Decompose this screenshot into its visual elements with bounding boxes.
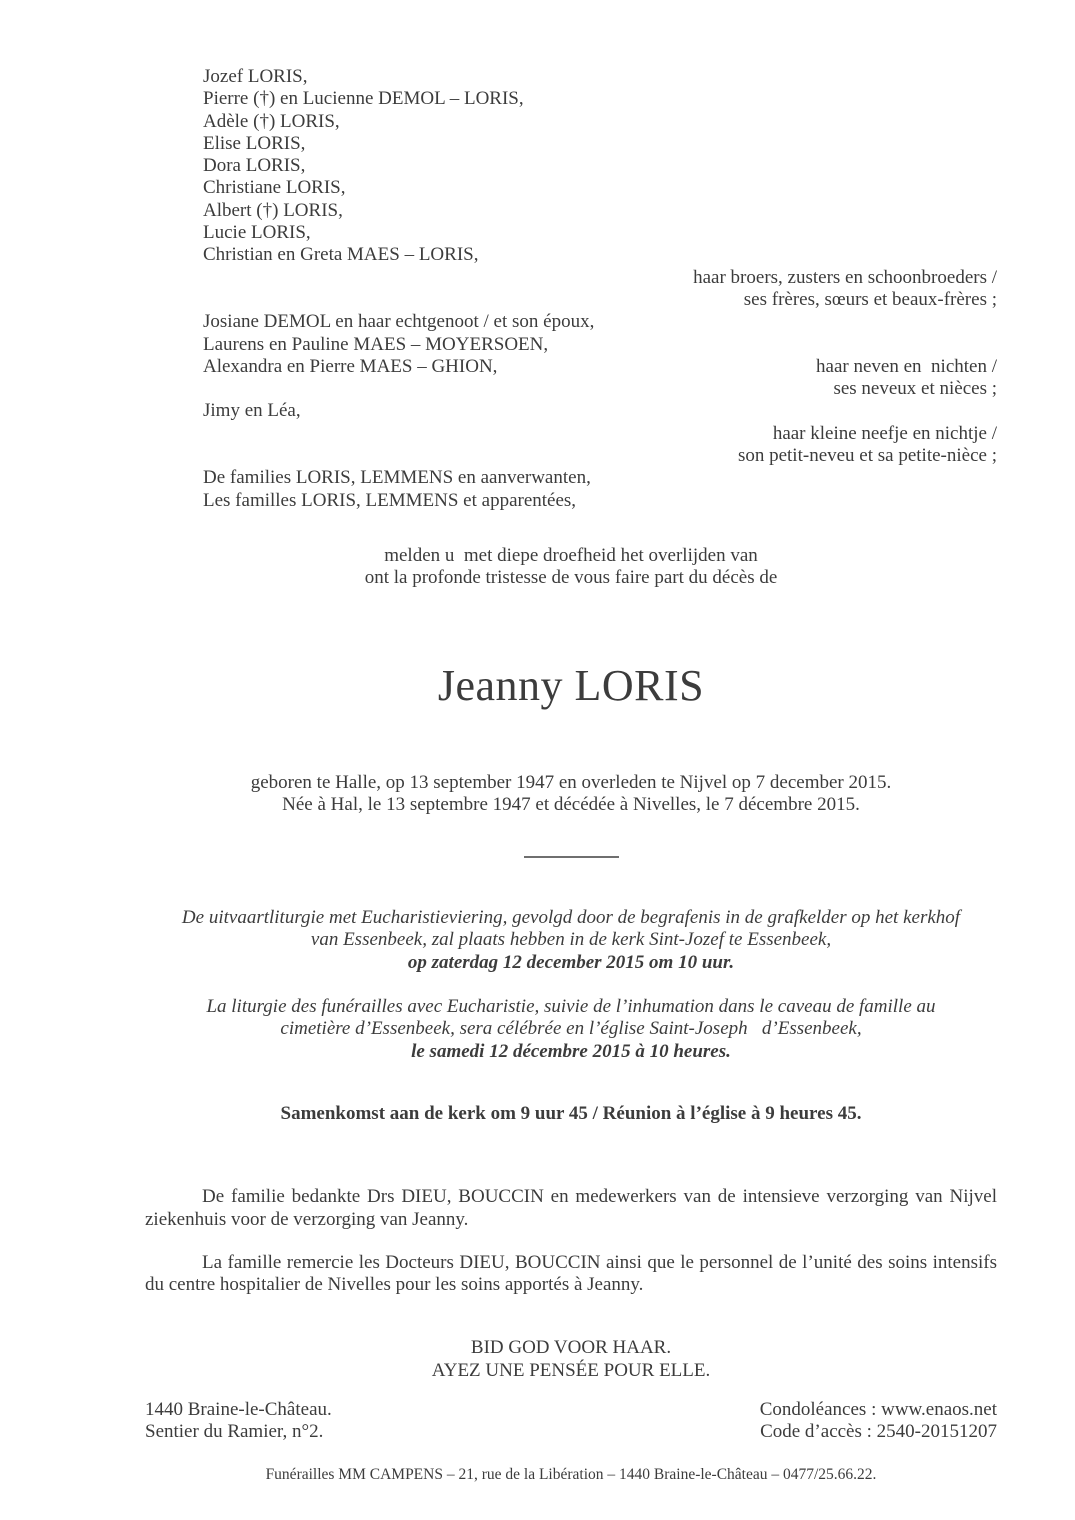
footer-info xyxy=(145,1399,997,1444)
family-line xyxy=(203,133,997,155)
relation-label: ses neveux et nièces ; xyxy=(833,378,997,400)
announcement-line-nl: melden u met diepe droefheid het overlijden van xyxy=(384,544,758,566)
section-divider xyxy=(145,842,997,864)
family-member-name: Jimy en Léa, xyxy=(203,400,301,422)
family-member-name: Christiane LORIS, xyxy=(203,177,346,199)
family-line xyxy=(203,66,997,88)
access-code: Code d’accès : 2540-20151207 xyxy=(760,1421,997,1443)
service-nl-datetime: op zaterdag 12 december 2015 om 10 uur. xyxy=(407,951,735,973)
prayer-block xyxy=(145,1337,997,1382)
family-line xyxy=(203,490,997,512)
family-member-name: Lucie LORIS, xyxy=(203,222,311,244)
relation-label: ses frères, sœurs et beaux-frères ; xyxy=(743,288,997,310)
prayer-line-nl: BID GOD VOOR HAAR. xyxy=(470,1337,672,1359)
footer-address xyxy=(145,1399,332,1444)
family-line xyxy=(203,423,997,445)
footer-address-line1: 1440 Braine-le-Château. xyxy=(145,1398,332,1420)
family-member-name: Laurens en Pauline MAES – MOYERSOEN, xyxy=(203,333,549,355)
family-line xyxy=(203,200,997,222)
footer-address-line2: Sentier du Ramier, n°2. xyxy=(145,1421,324,1443)
deceased-name: Jeanny LORIS xyxy=(437,660,705,710)
family-line xyxy=(203,334,997,356)
meeting-line: Samenkomst aan de kerk om 9 uur 45 / Réunion à l’église à 9 heures 45. xyxy=(280,1102,862,1124)
family-line xyxy=(203,311,997,333)
footer-condolences xyxy=(760,1399,997,1444)
family-line xyxy=(203,155,997,177)
family-member-name: Jozef LORIS, xyxy=(203,66,308,87)
life-dates-nl: geboren te Halle, op 13 september 1947 en overleden te Nijvel op 7 december 2015. xyxy=(250,771,892,793)
family-member-name: Elise LORIS, xyxy=(203,132,306,154)
service-fr-datetime: le samedi 12 décembre 2015 à 10 heures. xyxy=(411,1040,731,1062)
family-member-name: Pierre (†) en Lucienne DEMOL – LORIS, xyxy=(203,88,524,110)
service-nl-line1: De uitvaartliturgie met Eucharistieviering, gevolgd door de begrafenis in de grafkelder op het kerkhof xyxy=(181,907,961,929)
deceased-name-block xyxy=(145,661,997,711)
family-member-name: Les familles LORIS, LEMMENS et apparentées, xyxy=(203,489,577,511)
family-line xyxy=(203,244,997,266)
announcement xyxy=(145,545,997,590)
relation-label: son petit-neveu et sa petite-nièce ; xyxy=(737,445,997,467)
announcement-line-fr: ont la profonde tristesse de vous faire part du décès de xyxy=(364,567,778,589)
family-member-name: Christian en Greta MAES – LORIS, xyxy=(203,244,479,266)
divider-rule xyxy=(524,844,619,858)
family-member-name: Adèle (†) LORIS, xyxy=(203,110,340,132)
family-line xyxy=(203,222,997,244)
family-line xyxy=(203,467,997,489)
family-line xyxy=(203,88,997,110)
family-member-name: Josiane DEMOL en haar echtgenoot / et son époux, xyxy=(203,311,595,333)
condolences-site: Condoléances : www.enaos.net xyxy=(759,1398,997,1420)
prayer-line-fr: AYEZ UNE PENSÉE POUR ELLE. xyxy=(431,1359,711,1381)
service-fr-line1: La liturgie des funérailles avec Eucharistie, suivie de l’inhumation dans le caveau de famille au xyxy=(206,996,936,1018)
life-dates-fr: Née à Hal, le 13 septembre 1947 et décédée à Nivelles, le 7 décembre 2015. xyxy=(282,793,860,815)
thanks-paragraph-fr: La famille remercie les Docteurs DIEU, BOUCCIN ainsi que le personnel de l’unité des soins intensifs du centre hospitalier de Nivelles pour les soins apportés à Jeanny. xyxy=(145,1251,997,1296)
relation-label: haar broers, zusters en schoonbroeders / xyxy=(693,266,997,288)
service-info-nl xyxy=(145,907,997,974)
service-info-fr xyxy=(145,996,997,1063)
thanks-paragraph-nl: De familie bedankte Drs DIEU, BOUCCIN en medewerkers van de intensieve verzorging van Nijvel ziekenhuis voor de verzorging van Jeanny. xyxy=(145,1186,997,1230)
relation-label: haar neven en nichten / xyxy=(816,355,997,377)
family-line xyxy=(203,111,997,133)
funeral-home-line: Funérailles MM CAMPENS – 21, rue de la Libération – 1440 Braine-le-Château – 0477/25.66.22. xyxy=(265,1465,877,1483)
life-dates xyxy=(145,772,997,817)
family-member-name: Albert (†) LORIS, xyxy=(203,199,343,221)
family-line xyxy=(203,378,997,400)
family-list xyxy=(203,66,997,512)
meeting-info xyxy=(145,1103,997,1125)
family-line xyxy=(203,289,997,311)
service-fr-line2: cimetière d’Essenbeek, sera célébrée en l’église Saint-Joseph d’Essenbeek, xyxy=(280,1018,862,1040)
service-nl-line2: van Essenbeek, zal plaats hebben in de kerk Sint-Jozef te Essenbeek, xyxy=(310,929,832,951)
family-line xyxy=(203,400,997,422)
family-member-name: Alexandra en Pierre MAES – GHION, xyxy=(203,355,498,377)
family-line xyxy=(203,356,997,378)
family-line xyxy=(203,445,997,467)
family-member-name: De families LORIS, LEMMENS en aanverwanten, xyxy=(203,467,591,489)
family-member-name: Dora LORIS, xyxy=(203,155,306,177)
family-line xyxy=(203,267,997,289)
family-line xyxy=(203,177,997,199)
relation-label: haar kleine neefje en nichtje / xyxy=(772,422,997,444)
